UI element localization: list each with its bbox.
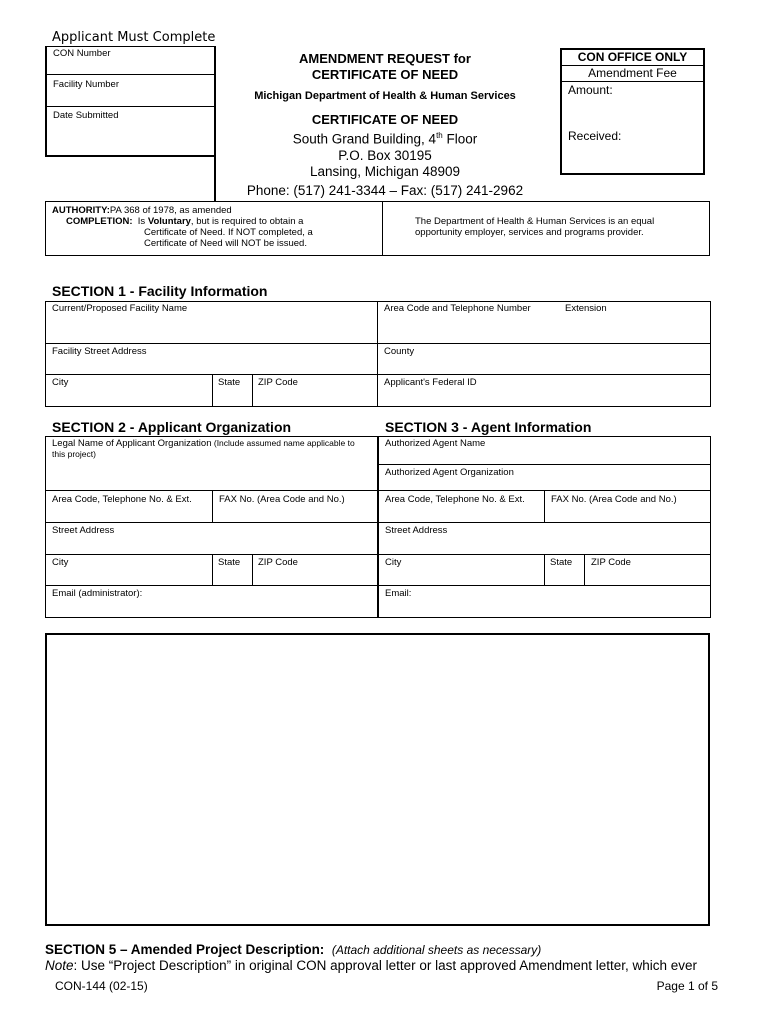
- applicant-zip-field[interactable]: ZIP Code: [258, 557, 298, 568]
- facility-state-field[interactable]: State: [218, 377, 241, 388]
- form-title-line1: AMENDMENT REQUEST for: [299, 51, 471, 66]
- legal-name-field[interactable]: Legal Name of Applicant Organization (Include assumed name applicable to this project): [52, 438, 355, 459]
- applicant-email-field[interactable]: Email (administrator):: [52, 588, 143, 599]
- facility-number-field[interactable]: Facility Number: [53, 79, 119, 90]
- applicant-fax-field[interactable]: FAX No. (Area Code and No.): [219, 494, 345, 505]
- office-only-title: CON OFFICE ONLY: [577, 50, 688, 64]
- applicant-title: Applicant Must Complete: [52, 30, 216, 45]
- section1-title: SECTION 1 - Facility Information: [52, 283, 268, 299]
- agent-city-field[interactable]: City: [385, 557, 402, 568]
- con-number-field[interactable]: CON Number: [53, 48, 111, 59]
- office-address: [230, 128, 540, 180]
- address-line2: P.O. Box 30195: [338, 147, 432, 163]
- facility-street-field[interactable]: Facility Street Address: [52, 346, 147, 357]
- date-submitted-field[interactable]: Date Submitted: [53, 110, 119, 121]
- facility-extension-field[interactable]: Extension: [565, 303, 607, 314]
- facility-name-field[interactable]: Current/Proposed Facility Name: [52, 303, 188, 314]
- agent-email-field[interactable]: Email:: [385, 588, 412, 599]
- page-number: Page 1 of 5: [656, 979, 718, 993]
- applicant-city-field[interactable]: City: [52, 557, 69, 568]
- form-title: [230, 51, 540, 83]
- section5-title: SECTION 5 – Amended Project Description: (Attach additional sheets as necessary): [45, 942, 542, 957]
- applicant-phone-field[interactable]: Area Code, Telephone No. & Ext.: [52, 494, 192, 505]
- address-line3: Lansing, Michigan 48909: [309, 163, 461, 179]
- agent-zip-field[interactable]: ZIP Code: [591, 557, 631, 568]
- applicant-box: [45, 46, 216, 157]
- equal-opportunity-text: The Department of Health & Human Services is an equal opportunity employer, services and programs provider.: [415, 216, 655, 238]
- federal-id-field[interactable]: Applicant's Federal ID: [384, 377, 477, 388]
- con-subtitle: CERTIFICATE OF NEED: [311, 112, 459, 127]
- amendment-fee-label: Amendment Fee: [588, 66, 677, 80]
- facility-phone-field[interactable]: Area Code and Telephone Number: [384, 303, 531, 314]
- form-id: CON-144 (02-15): [55, 979, 148, 993]
- applicant-street-field[interactable]: Street Address: [52, 525, 115, 536]
- department-name: Michigan Department of Health & Human Services: [254, 90, 516, 102]
- form-title-line2: CERTIFICATE OF NEED: [311, 67, 459, 82]
- phone-fax: Phone: (517) 241-3344 – Fax: (517) 241-2962: [246, 183, 524, 198]
- amount-label: Amount:: [568, 83, 613, 97]
- section2-title: SECTION 2 - Applicant Organization: [52, 419, 292, 435]
- received-label: Received:: [568, 129, 622, 143]
- facility-zip-field[interactable]: ZIP Code: [258, 377, 298, 388]
- applicant-state-field[interactable]: State: [218, 557, 241, 568]
- section3-title: SECTION 3 - Agent Information: [385, 419, 592, 435]
- agent-fax-field[interactable]: FAX No. (Area Code and No.): [551, 494, 677, 505]
- section5-note: Note: Use “Project Description” in original CON approval letter or last approved Amendment letter, which ever: [45, 958, 698, 973]
- address-line1: South Grand Building, 4th Floor: [292, 131, 478, 147]
- project-description-box[interactable]: [45, 633, 710, 926]
- agent-state-field[interactable]: State: [550, 557, 573, 568]
- agent-phone-field[interactable]: Area Code, Telephone No. & Ext.: [385, 494, 525, 505]
- agent-street-field[interactable]: Street Address: [385, 525, 448, 536]
- agent-org-field[interactable]: Authorized Agent Organization: [385, 467, 514, 478]
- facility-city-field[interactable]: City: [52, 377, 69, 388]
- authority-text: AUTHORITY:PA 368 of 1978, as amended COMPLETION: Is Voluntary, but is required to obtain a Certificate of Need. If NOT completed, a Certificate of Need will NOT be issued.: [52, 205, 313, 249]
- agent-name-field[interactable]: Authorized Agent Name: [385, 438, 486, 449]
- facility-county-field[interactable]: County: [384, 346, 415, 357]
